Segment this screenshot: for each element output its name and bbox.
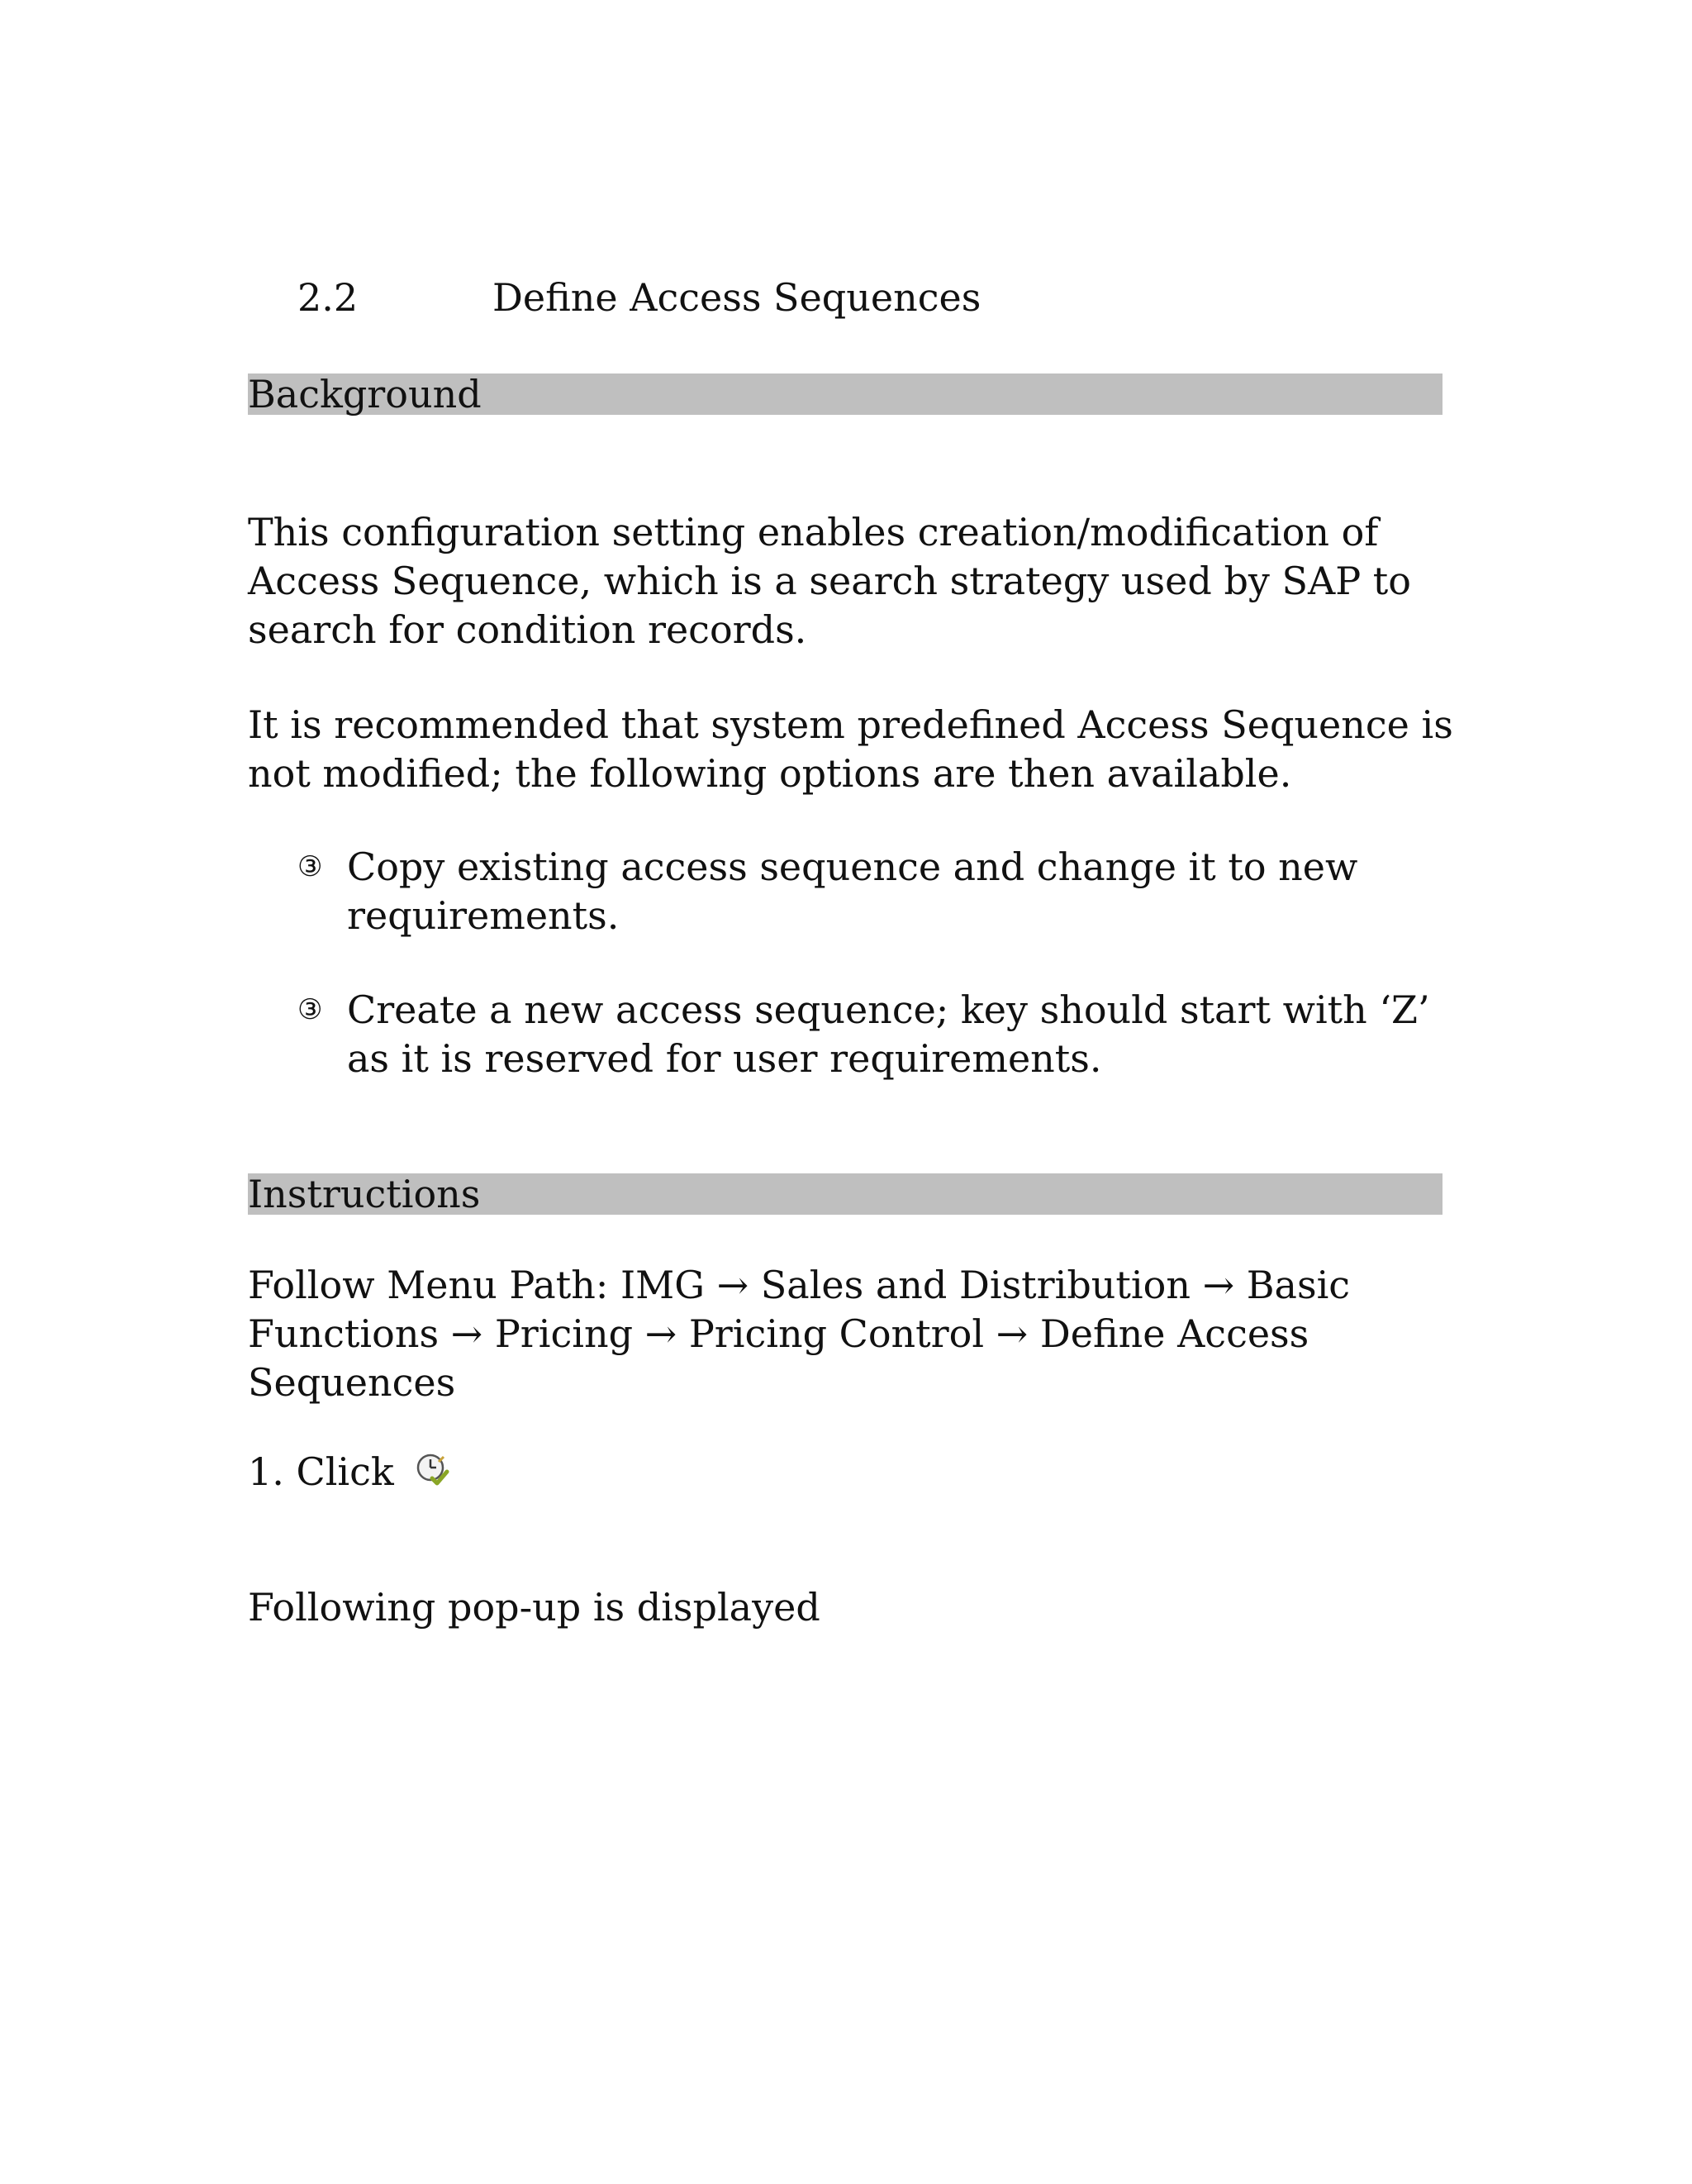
circled-three-bullet-icon: ③	[297, 850, 323, 883]
execute-clock-icon[interactable]	[414, 1451, 450, 1487]
circled-three-bullet-icon: ③	[297, 993, 323, 1026]
background-section-header: Background	[248, 374, 1442, 415]
option-text-2: Create a new access sequence; key should start with ‘Z’ as it is reserved for user requirements.	[347, 987, 1430, 1081]
option-bullet-1	[297, 843, 1438, 940]
section-heading	[297, 273, 981, 322]
background-paragraph-1: This configuration setting enables creation/modification of Access Sequence, which is a search strategy used by SAP to search for condition records.	[248, 510, 1411, 652]
section-title: Define Access Sequences	[492, 275, 981, 320]
instructions-section-header: Instructions	[248, 1173, 1442, 1215]
popup-note-text: Following pop-up is displayed	[248, 1585, 820, 1630]
option-text-1: Copy existing access sequence and change it to new requirements.	[347, 845, 1358, 938]
background-paragraph-2: It is recommended that system predefined Access Sequence is not modified; the following options are then available.	[248, 702, 1453, 796]
step-1	[248, 1448, 1454, 1496]
section-number: 2.2	[297, 275, 359, 320]
menu-path-text: Follow Menu Path: IMG → Sales and Distribution → Basic Functions → Pricing → Pricing Control → Define Access Sequences	[248, 1263, 1351, 1405]
step-1-text: 1. Click	[248, 1449, 394, 1494]
option-bullet-2	[297, 986, 1438, 1083]
